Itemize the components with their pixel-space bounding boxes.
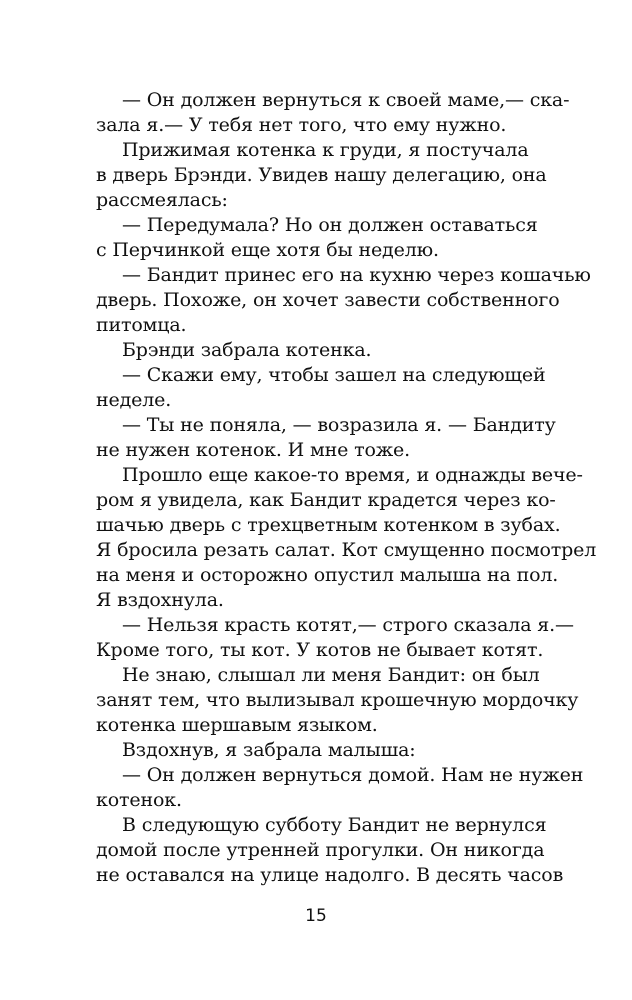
paragraph <box>96 738 528 763</box>
text-line: Брэнди забрала котенка. <box>122 339 372 361</box>
text-line: Не знаю, слышал ли меня Бандит: он был <box>122 664 540 686</box>
text-line: Прижимая котенка к груди, я постучала <box>122 139 529 161</box>
text-line: дверь. Похоже, он хочет завести собственного <box>96 289 560 311</box>
page-number: 15 <box>305 906 327 926</box>
paragraph <box>96 338 528 363</box>
paragraph <box>96 413 556 463</box>
paragraph <box>96 363 546 413</box>
text-line: в дверь Брэнди. Увидев нашу делегацию, она <box>96 164 547 186</box>
text-line: котенок. <box>96 789 182 811</box>
text-line: питомца. <box>96 314 187 336</box>
paragraph <box>96 663 579 738</box>
text-line: рассмеялась: <box>96 189 228 211</box>
text-line: шачью дверь с трехцветным котенком в зубах. <box>96 514 561 536</box>
text-line: Вздохнув, я забрала малыша: <box>122 739 416 761</box>
text-line: не нужен котенок. И мне тоже. <box>96 439 411 461</box>
paragraph <box>96 813 564 888</box>
paragraph <box>96 263 591 338</box>
text-line: не оставался на улице надолго. В десять часов <box>96 864 564 886</box>
page-text <box>96 88 597 888</box>
text-line: на меня и осторожно опустил малыша на пол. <box>96 564 559 586</box>
text-line: — Нельзя красть котят,— строго сказала я.— <box>122 614 574 636</box>
text-line: ром я увидела, как Бандит крадется через ко- <box>96 489 556 511</box>
text-line: котенка шершавым языком. <box>96 714 378 736</box>
text-line: — Он должен вернуться к своей маме,— ска- <box>122 89 570 111</box>
text-line: зала я.— У тебя нет того, что ему нужно. <box>96 114 507 136</box>
text-line: — Бандит принес его на кухню через кошачью <box>122 264 591 286</box>
paragraph <box>96 763 584 813</box>
text-line: Я вздохнула. <box>96 589 224 611</box>
text-line: — Он должен вернуться домой. Нам не нужен <box>122 764 584 786</box>
paragraph <box>96 463 597 613</box>
text-line: с Перчинкой еще хотя бы неделю. <box>96 239 439 261</box>
text-line: неделе. <box>96 389 172 411</box>
text-line: домой после утренней прогулки. Он никогда <box>96 839 545 861</box>
text-line: — Ты не поняла, — возразила я. — Бандиту <box>122 414 556 436</box>
text-line: Прошло еще какое-то время, и однажды вече- <box>122 464 583 486</box>
paragraph <box>96 613 574 663</box>
paragraph <box>96 88 570 138</box>
text-line: — Скажи ему, чтобы зашел на следующей <box>122 364 546 386</box>
text-line: В следующую субботу Бандит не вернулся <box>122 814 547 836</box>
text-line: — Передумала? Но он должен оставаться <box>122 214 538 236</box>
paragraph <box>96 138 547 213</box>
text-line: Я бросила резать салат. Кот смущенно посмотрел <box>96 539 597 561</box>
text-line: занят тем, что вылизывал крошечную мордочку <box>96 689 579 711</box>
text-line: Кроме того, ты кот. У котов не бывает котят. <box>96 639 544 661</box>
paragraph <box>96 213 538 263</box>
